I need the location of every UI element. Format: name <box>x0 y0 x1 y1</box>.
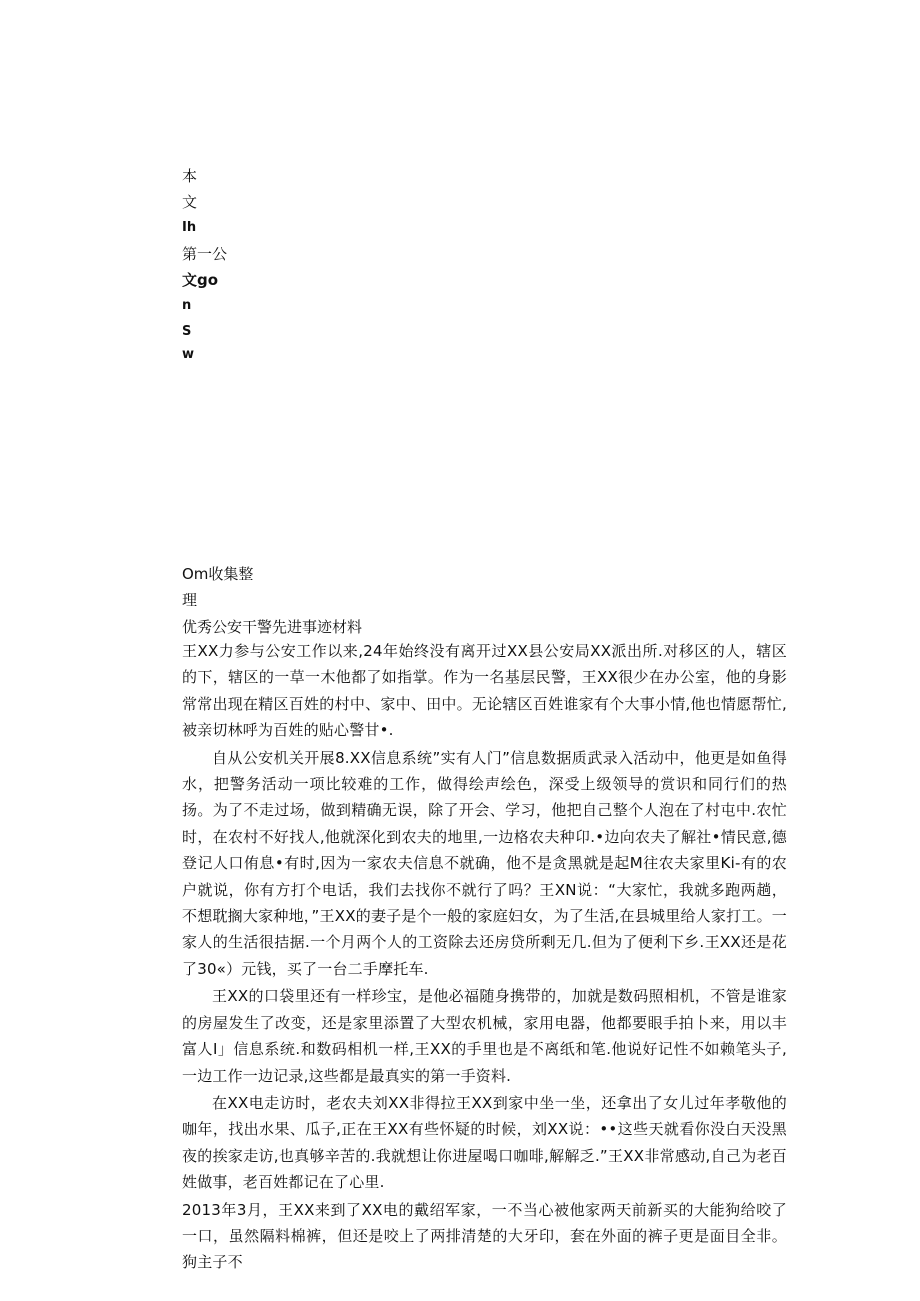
collector-note <box>182 560 253 615</box>
collector-line-2: 理 <box>182 591 198 609</box>
paragraph-3: 王XX的口袋里还有一样珍宝，是他必福随身携带的，加就是数码照相机，不管是谁家的房屋发生了改变，还是家里添置了大型农机械，家用电器，他都要眼手拍卜来，用以丰富人I」信息系统.和数码相机一样,王XX的手里也是不离纸和笔.他说好记性不如赖笔头子,一边工作一边记录,这些都是最真实的第一手资料. <box>182 987 787 1085</box>
side-item-8: w <box>182 347 195 362</box>
paragraph-4: 在XX电走访时，老农夫刘XX非得拉王XX到家中坐一坐，还拿出了女儿过年孝敬他的咖年，找出水果、瓜子,正在王XX有些怀疑的时候，刘XX说：••这些天就看你没白天没黑夜的挨家走访,也真够辛苦的.我就想让你进屋喝口咖啡,解解乏.”王XX非常感动,自己为老百姓做事，老百姓都记在了心里. <box>182 1093 787 1192</box>
collector-line-1: Om收集整 <box>182 565 254 583</box>
side-item-7: S <box>182 324 192 339</box>
document-title: 优秀公安干警先进事迹材料 <box>182 618 363 636</box>
side-item-6: n <box>182 298 192 313</box>
document-body <box>182 638 787 1277</box>
paragraph-2: 自从公安机关开展8.XX信息系统”实有人门”信息数据质武录入活动中，他更是如鱼得水，把警务活动一项比较难的工作，做得绘声绘色，深受上级领导的赏识和同行们的热扬。为了不走过场，做到精确无误，除了开会、学习，他把自己整个人泡在了村屯中.农忙时，在农村不好找人,他就深化到农夫的地里,一边格农夫种卬.•边向农夫了解社•情民意,德登记人口侑息•有时,因为一家农夫信息不就确，他不是贪黑就是起M往农夫家里Ki-有的农户就说，你有方打个电话，我们去找你不就行了吗？王XN说：“大家忙，我就多跑两趟，不想耽搁大家种地，”王XX的妻子是个一般的家庭妇女，为了生活,在县城里给人家打工。一家人的生活很拮据.一个月两个人的工资除去还房贷所剩无几.但为了便利下乡.王XX还是花了30«）元钱，买了一台二手摩托车. <box>182 748 787 978</box>
paragraph-1: 王XX力参与公安工作以来,24年始终没有离开过XX县公安局XX派出所.对移区的人，辖区的下，辖区的一草一木他都了如指掌。作为一名基层民警，王XX很少在办公室，他的身影常常出现在精区百姓的村中、家中、田中。无论辖区百姓谁家有个大事小情,他也情愿帮忙,被亲切林呼为百姓的贴心警甘•. <box>182 642 787 740</box>
side-item-1: 本 <box>182 167 198 185</box>
side-list <box>182 163 227 365</box>
side-item-2: 文 <box>182 193 198 211</box>
side-item-4: 第一公 <box>182 245 228 263</box>
side-item-5: 文go <box>182 271 219 289</box>
paragraph-5: 2013年3月，王XX来到了XX电的戴绍军家，一不当心被他家两天前新买的大能狗给咬了一口，虽然隔料棉裤，但还是咬上了两排清楚的大牙印，套在外面的裤子更是面目全非。狗主子不 <box>182 1200 787 1272</box>
side-item-3: Ih <box>182 220 197 235</box>
